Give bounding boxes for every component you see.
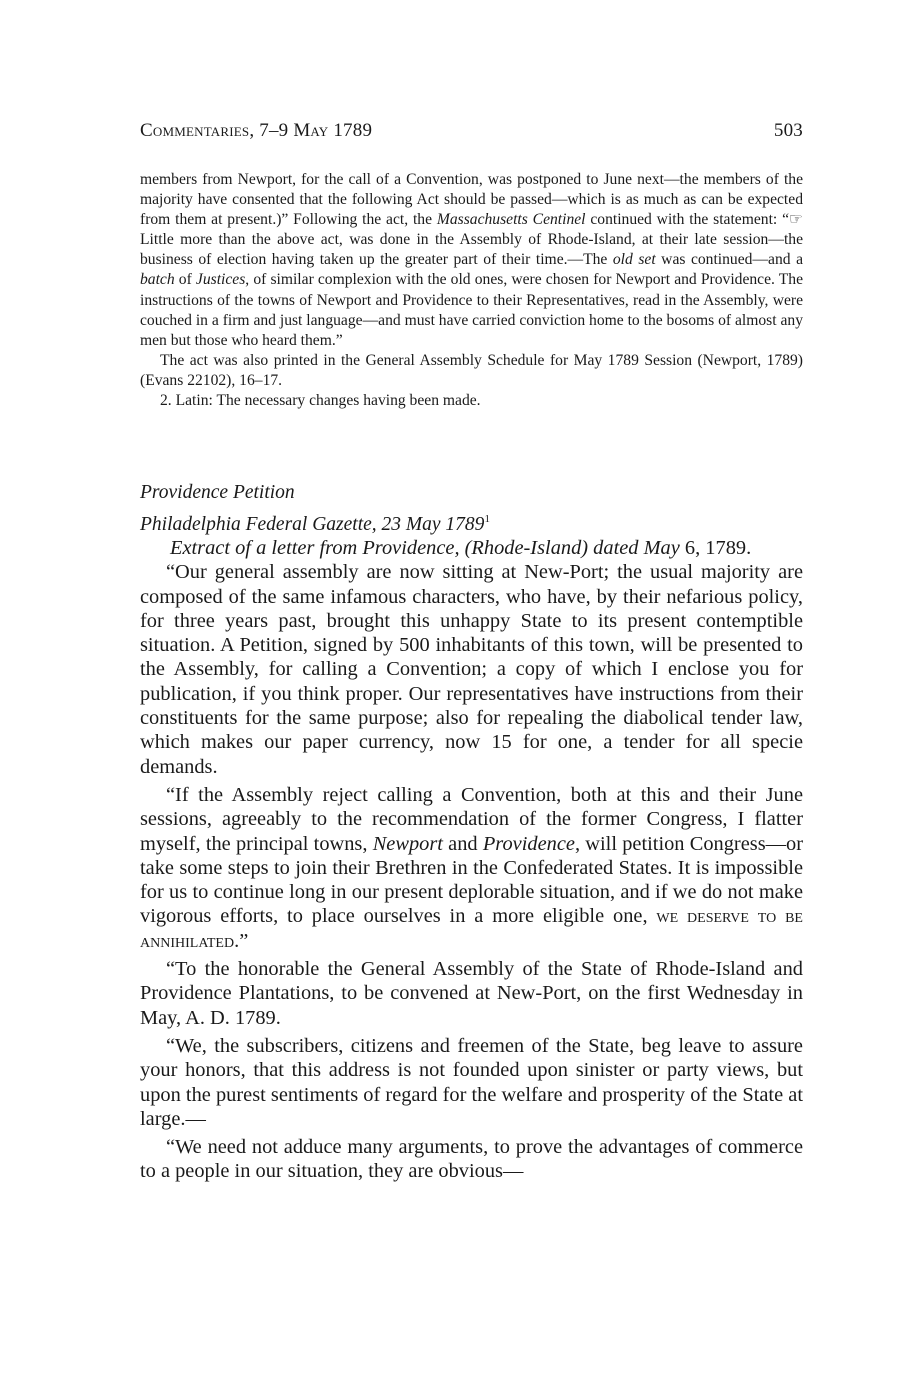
page-number: 503 [773,120,803,141]
running-head [140,120,803,142]
body-paragraph [140,783,803,953]
body-emphasis: Newport [372,832,443,855]
running-head-title: Commentaries, 7–9 May 1789 [140,120,373,141]
heading-source [140,506,803,538]
note-emphasis: Justices [195,271,246,289]
body-text: , will petition Congress—or take some steps to join their Brethren in the Confederated States. It is impossible for us to continue long in our present deplorable situation, and if we do not make vigorous efforts, to place ourselves in a more eligible one, [140,832,803,928]
document-heading [140,480,803,538]
note-text: of [174,271,196,289]
note-paragraph: The act was also printed in the General Assembly Schedule for May 1789 Session (Newport, 1789) (Evans 22102), 16–17. [140,351,803,389]
body-text: ” [239,929,249,952]
body-text: and [442,832,483,855]
note-text: continued with the statement: “☞ Little more than the above act, was done in the Assembly of Rhode-Island, at their late session—the business of election having taken up the greater part of their time.—The [140,211,803,269]
body-paragraph: “We, the subscribers, citizens and freemen of the State, beg leave to assure your honors, that this address is not founded upon sinister or party views, but upon the purest sentiments of regard for the welfare and prosperity of the State at large.— [140,1034,803,1130]
dateline-text: Extract of a letter from Providence, (Rhode-Island) dated May [170,537,680,559]
note-paragraph [140,170,803,351]
body-paragraph: “To the honorable the General Assembly of the State of Rhode-Island and Providence Plantations, to be convened at New-Port, on the first Wednesday in May, A. D. 1789. [140,958,803,1029]
note-text: members from Newport, for the call of a Convention, was postponed to June next—the members of the majority have consented that the following Act should be passed—which is as much as can be expected from them at present.)” Following the act, the [140,171,803,229]
dateline [140,536,803,560]
note-text: , of similar complexion with the old ones, were chosen for Newport and Providence. The instructions of the towns of Newport and Providence to their Representatives, read in the Assembly, were couched in a firm and just language—and must have carried conviction home to the bosoms of almost any men but those who heard them.” [140,271,803,349]
body-text: “If the Assembly reject calling a Convention, both at this and their June sessions, agreeably to the recommendation of the former Congress, I flatter myself, the principal towns, [140,783,803,855]
dateline-date: 6, 1789. [679,537,752,559]
document-body [140,536,803,1188]
footnotes-block [140,170,803,411]
newspaper-title: Massachusetts Centinel [436,211,586,229]
body-paragraph: “We need not adduce many arguments, to prove the advantages of commerce to a people in our situation, they are obvious— [140,1136,803,1183]
note-emphasis: batch [140,271,175,289]
note-emphasis: old set [612,251,656,269]
footnote-2: 2. Latin: The necessary changes having been made. [160,392,481,410]
heading-title: Providence Petition [140,482,295,503]
body-small-caps: we deserve to be annihilated. [140,905,803,952]
body-paragraph: “Our general assembly are now sitting at New-Port; the usual majority are composed of the same infamous characters, who have, by their nefarious policy, for three years past, brought this unhappy State to its present contemptible situation. A Petition, signed by 500 inhabitants of this town, will be presented to the Assembly, for calling a Convention; a copy of which I enclose you for publication, if you think proper. Our representatives have instructions from their constituents for the same purpose; also for repealing the diabolical tender law, which makes our paper currency, now 15 for one, a tender for all specie demands. [140,561,803,778]
footnote-reference: 1 [484,513,490,525]
note-text: was continued—and a [655,251,803,269]
heading-source-text: Philadelphia Federal Gazette, 23 May 1789 [140,514,485,535]
body-emphasis: Providence [482,832,575,855]
